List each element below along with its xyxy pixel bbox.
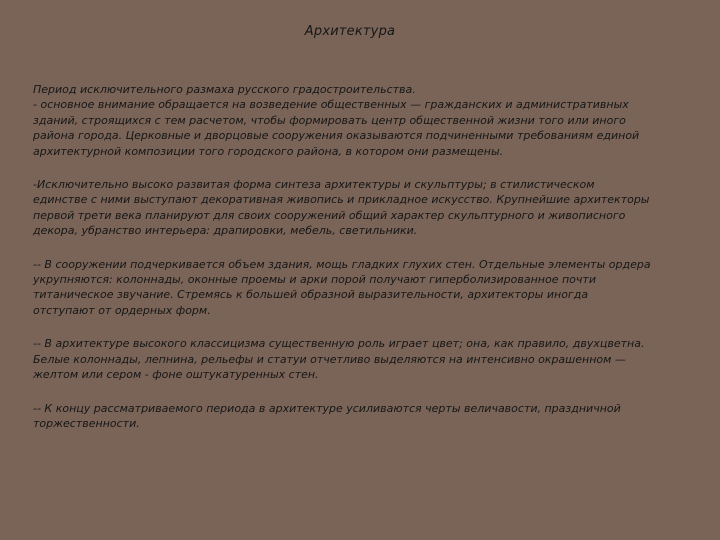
text-line: декора, убранство интерьера: драпировки, мебель, светильники. (33, 224, 418, 238)
paragraph-color (33, 336, 693, 382)
text-line: Белые колоннады, лепнина, рельефы и статуи отчетливо выделяются на интенсивно окрашенном — (33, 352, 626, 366)
text-line: -Исключительно высоко развитая форма синтеза архитектуры и скульптуры; в стилистическом (33, 178, 595, 192)
text-line: - основное внимание обращается на возведение общественных — гражданских и административных (33, 98, 629, 112)
text-line: -- В сооружении подчеркивается объем здания, мощь гладких глухих стен. Отдельные элементы ордера (33, 257, 651, 271)
text-line: отступают от ордерных форм. (33, 303, 211, 317)
slide-body (33, 82, 693, 449)
text-line: архитектурной композиции того городского района, в котором они размещены. (33, 144, 504, 158)
text-line: желтом или сером - фоне оштукатуренных стен. (33, 368, 319, 382)
text-line: -- К концу рассматриваемого периода в архитектуре усиливаются черты величавости, праздничной (33, 401, 621, 415)
paragraph-synthesis (33, 177, 693, 239)
text-line: -- В архитектуре высокого классицизма существенную роль играет цвет; она, как правило, двухцветна. (33, 337, 645, 351)
text-line: торжественности. (33, 416, 140, 430)
paragraph-volume (33, 257, 693, 319)
paragraph-intro (33, 82, 693, 159)
text-line: укрупняются: колоннады, оконные проемы и арки порой получают гиперболизированное почти (33, 273, 596, 287)
text-line: первой трети века планируют для своих сооружений общий характер скульптурного и живописного (33, 208, 626, 222)
text-line: единстве с ними выступают декоративная живопись и прикладное искусство. Крупнейшие архитекторы (33, 193, 650, 207)
text-line: зданий, строящихся с тем расчетом, чтобы формировать центр общественной жизни того или иного (33, 113, 626, 127)
text-line: Период исключительного размаха русского градостроительства. (33, 83, 416, 96)
slide-title: Архитектура (304, 24, 396, 39)
text-line: титаническое звучание. Стремясь к большей образной выразительности, архитекторы иногда (33, 288, 589, 302)
paragraph-conclusion (33, 401, 693, 432)
text-line: района города. Церковные и дворцовые сооружения оказываются подчиненными требованиям единой (33, 129, 640, 143)
